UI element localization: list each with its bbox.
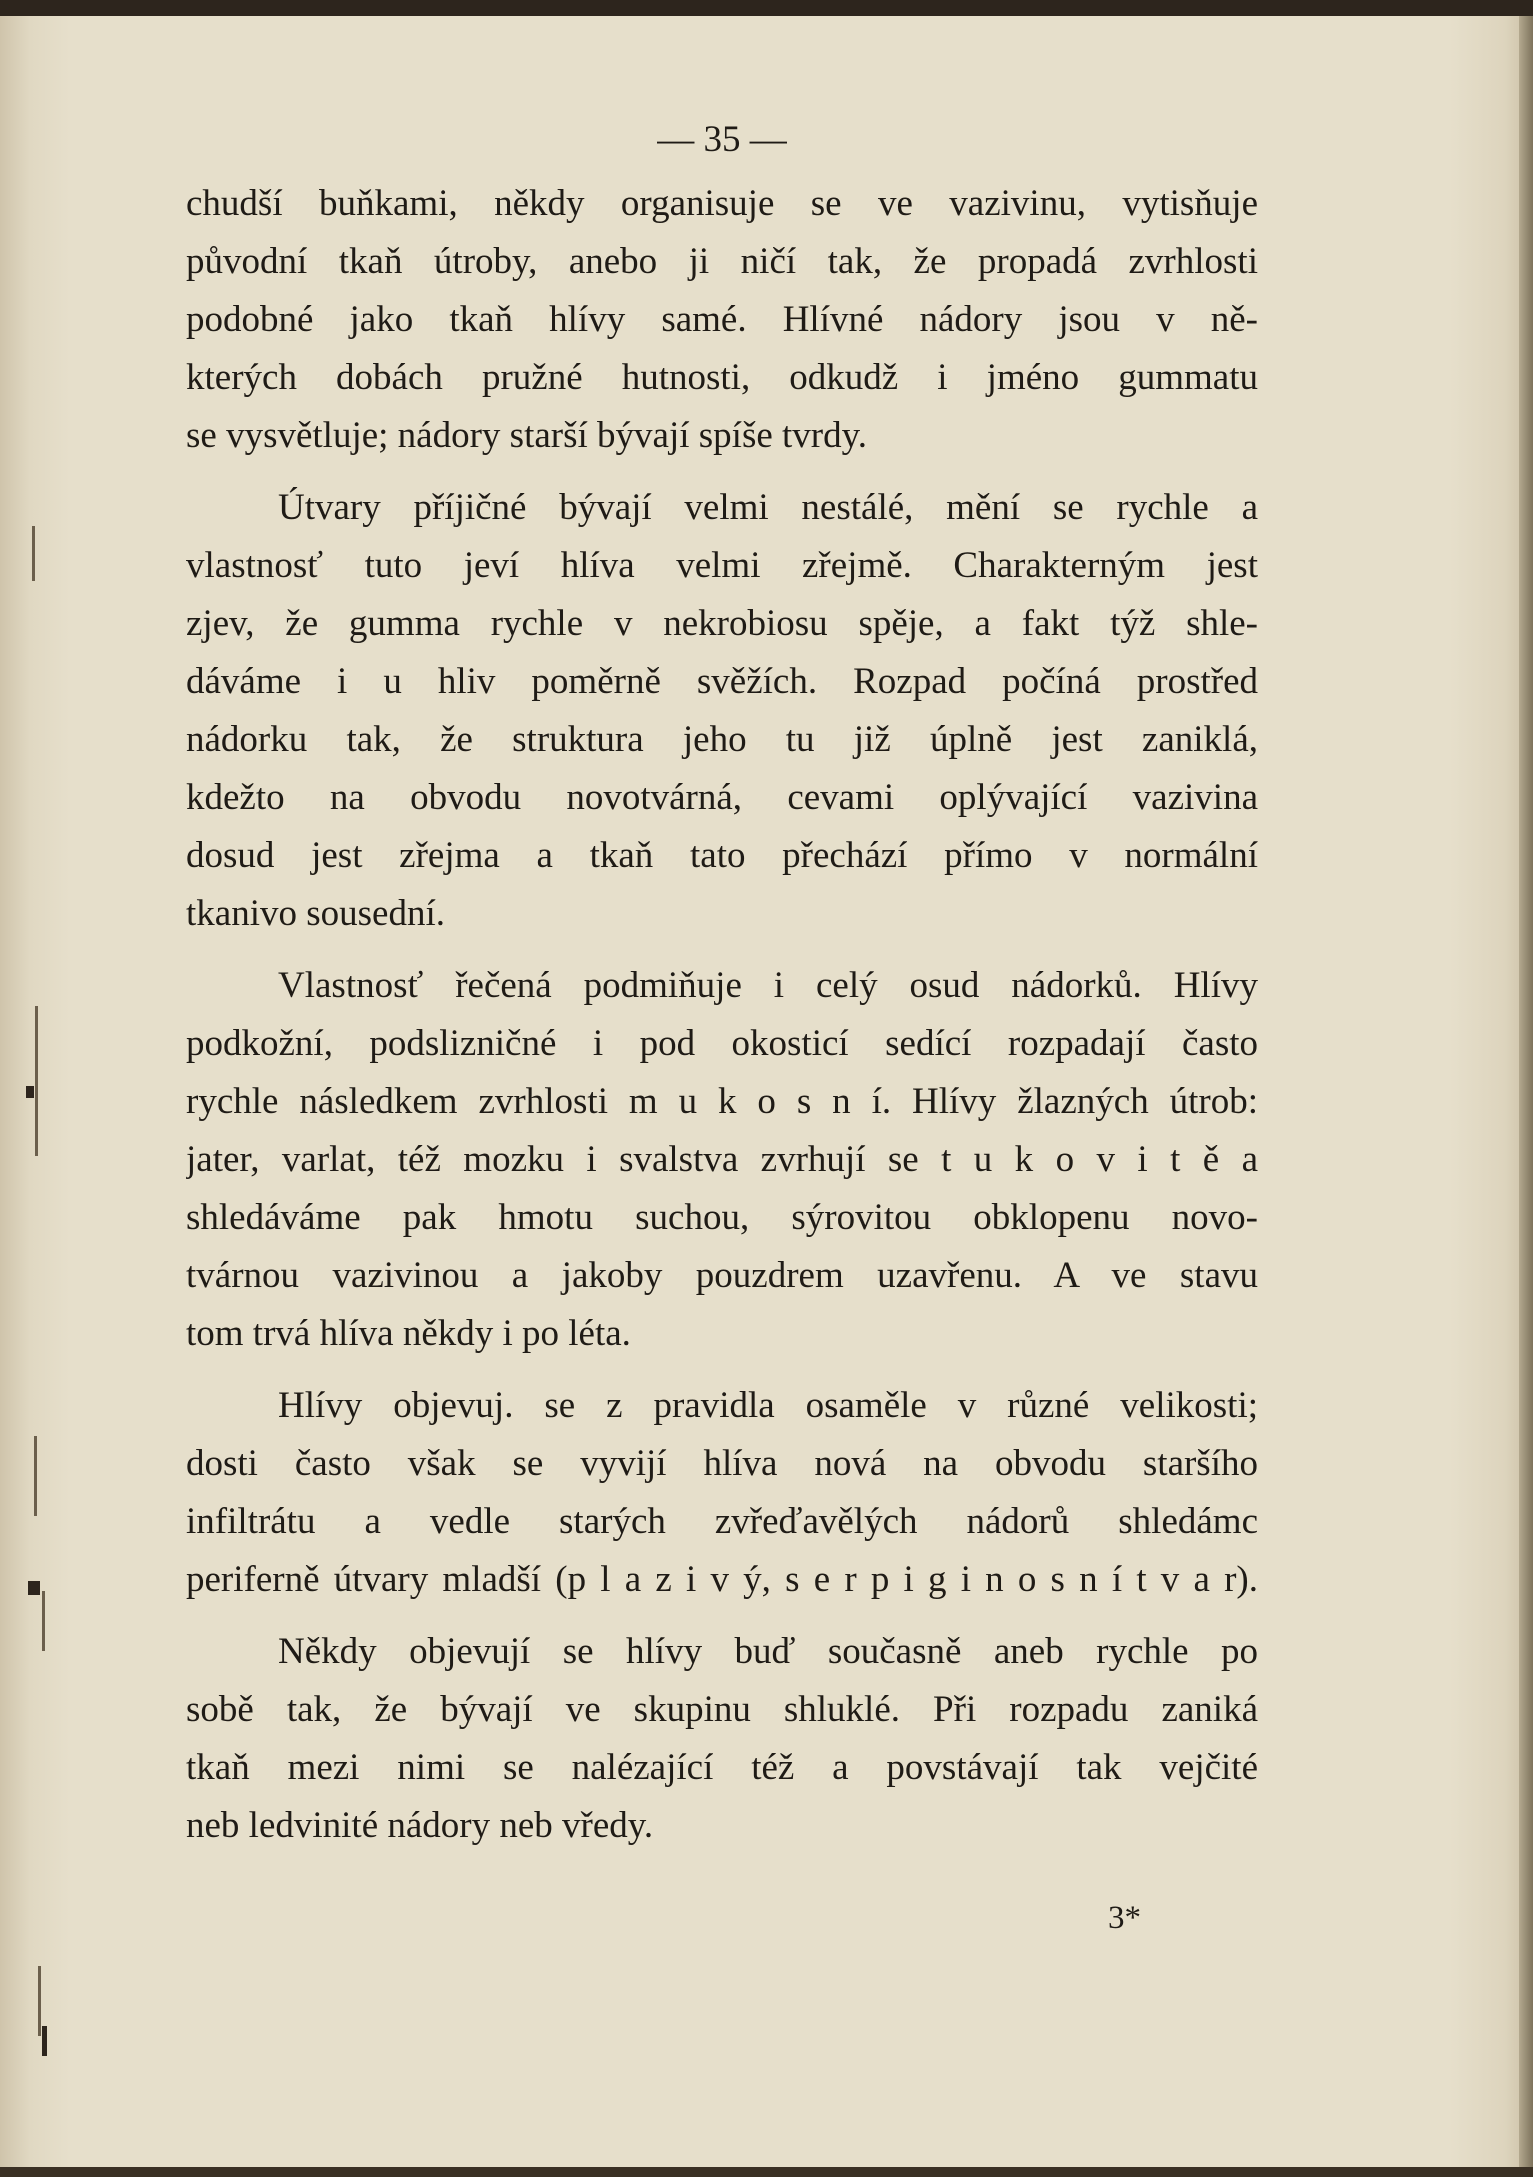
text-line: Někdy objevují se hlívy buď současně aneb rychle po <box>278 1631 1258 1672</box>
page-number: — 35 — <box>657 119 787 160</box>
paragraph-5 <box>186 1623 1258 1855</box>
text-line: jater, varlat, též mozku i svalstva zvrhují se t u k o v i t ě a <box>186 1139 1258 1180</box>
text-line: sobě tak, že bývají ve skupinu shluklé. Při rozpadu zaniká <box>186 1689 1258 1730</box>
page-text <box>186 110 1258 1869</box>
text-line: původní tkaň útroby, anebo ji ničí tak, že propadá zvrhlosti <box>186 241 1258 282</box>
text-line: chudší buňkami, někdy organisuje se ve vazivinu, vytisňuje <box>186 183 1258 224</box>
text-line: Vlastnosť řečená podmiňuje i celý osud nádorků. Hlívy <box>278 965 1258 1006</box>
binding-gutter-marks <box>20 16 60 2177</box>
text-line: dosud jest zřejma a tkaň tato přechází přímo v normální <box>186 835 1258 876</box>
text-line: infiltrátu a vedle starých zvřeďavělých nádorů shledámc <box>186 1501 1258 1542</box>
text-line: tom trvá hlíva někdy i po léta. <box>186 1313 631 1354</box>
text-line: tkaň mezi nimi se nalézající též a povstávají tak vejčité <box>186 1747 1258 1788</box>
signature-mark: 3* <box>1108 1900 1141 1936</box>
text-line: Útvary příjičné bývají velmi nestálé, mění se rychle a <box>278 487 1258 528</box>
text-line: dosti často však se vyvijí hlíva nová na obvodu staršího <box>186 1443 1258 1484</box>
scan-bottom-edge <box>0 2167 1533 2177</box>
text-line: rychle následkem zvrhlosti m u k o s n í. Hlívy žlazných útrob: <box>186 1081 1258 1122</box>
text-line: kterých dobách pružné hutnosti, odkudž i jméno gummatu <box>186 357 1258 398</box>
text-line: se vysvětluje; nádory starší bývají spíše tvrdy. <box>186 415 867 456</box>
paragraph-4 <box>186 1377 1258 1609</box>
text-line: Hlívy objevuj. se z pravidla osaměle v různé velikosti; <box>278 1385 1258 1426</box>
text-line: podobné jako tkaň hlívy samé. Hlívné nádory jsou v ně- <box>186 299 1258 340</box>
paragraph-2 <box>186 479 1258 943</box>
text-line: nádorku tak, že struktura jeho tu již úplně jest zaniklá, <box>186 719 1258 760</box>
text-line: shledáváme pak hmotu suchou, sýrovitou obklopenu novo- <box>186 1197 1258 1238</box>
paragraph-1 <box>186 175 1258 465</box>
text-line: dáváme i u hliv poměrně svěžích. Rozpad počíná prostřed <box>186 661 1258 702</box>
text-line: vlastnosť tuto jeví hlíva velmi zřejmě. Charakterným jest <box>186 545 1258 586</box>
scan-top-edge <box>0 0 1533 16</box>
book-fore-edge <box>1519 16 1533 2177</box>
text-line: zjev, že gumma rychle v nekrobiosu spěje, a fakt týž shle- <box>186 603 1258 644</box>
text-line: neb ledvinité nádory neb vředy. <box>186 1805 654 1846</box>
text-line: kdežto na obvodu novotvárná, cevami oplývající vazivina <box>186 777 1258 818</box>
paragraph-3 <box>186 957 1258 1363</box>
text-line: podkožní, podslizničné i pod okosticí sedící rozpadají často <box>186 1023 1258 1064</box>
text-line: tvárnou vazivinou a jakoby pouzdrem uzavřenu. A ve stavu <box>186 1255 1258 1296</box>
text-line: periferně útvary mladší (p l a z i v ý, s e r p i g i n o s n í t v a r). <box>186 1559 1258 1600</box>
text-line: tkanivo sousední. <box>186 893 445 934</box>
